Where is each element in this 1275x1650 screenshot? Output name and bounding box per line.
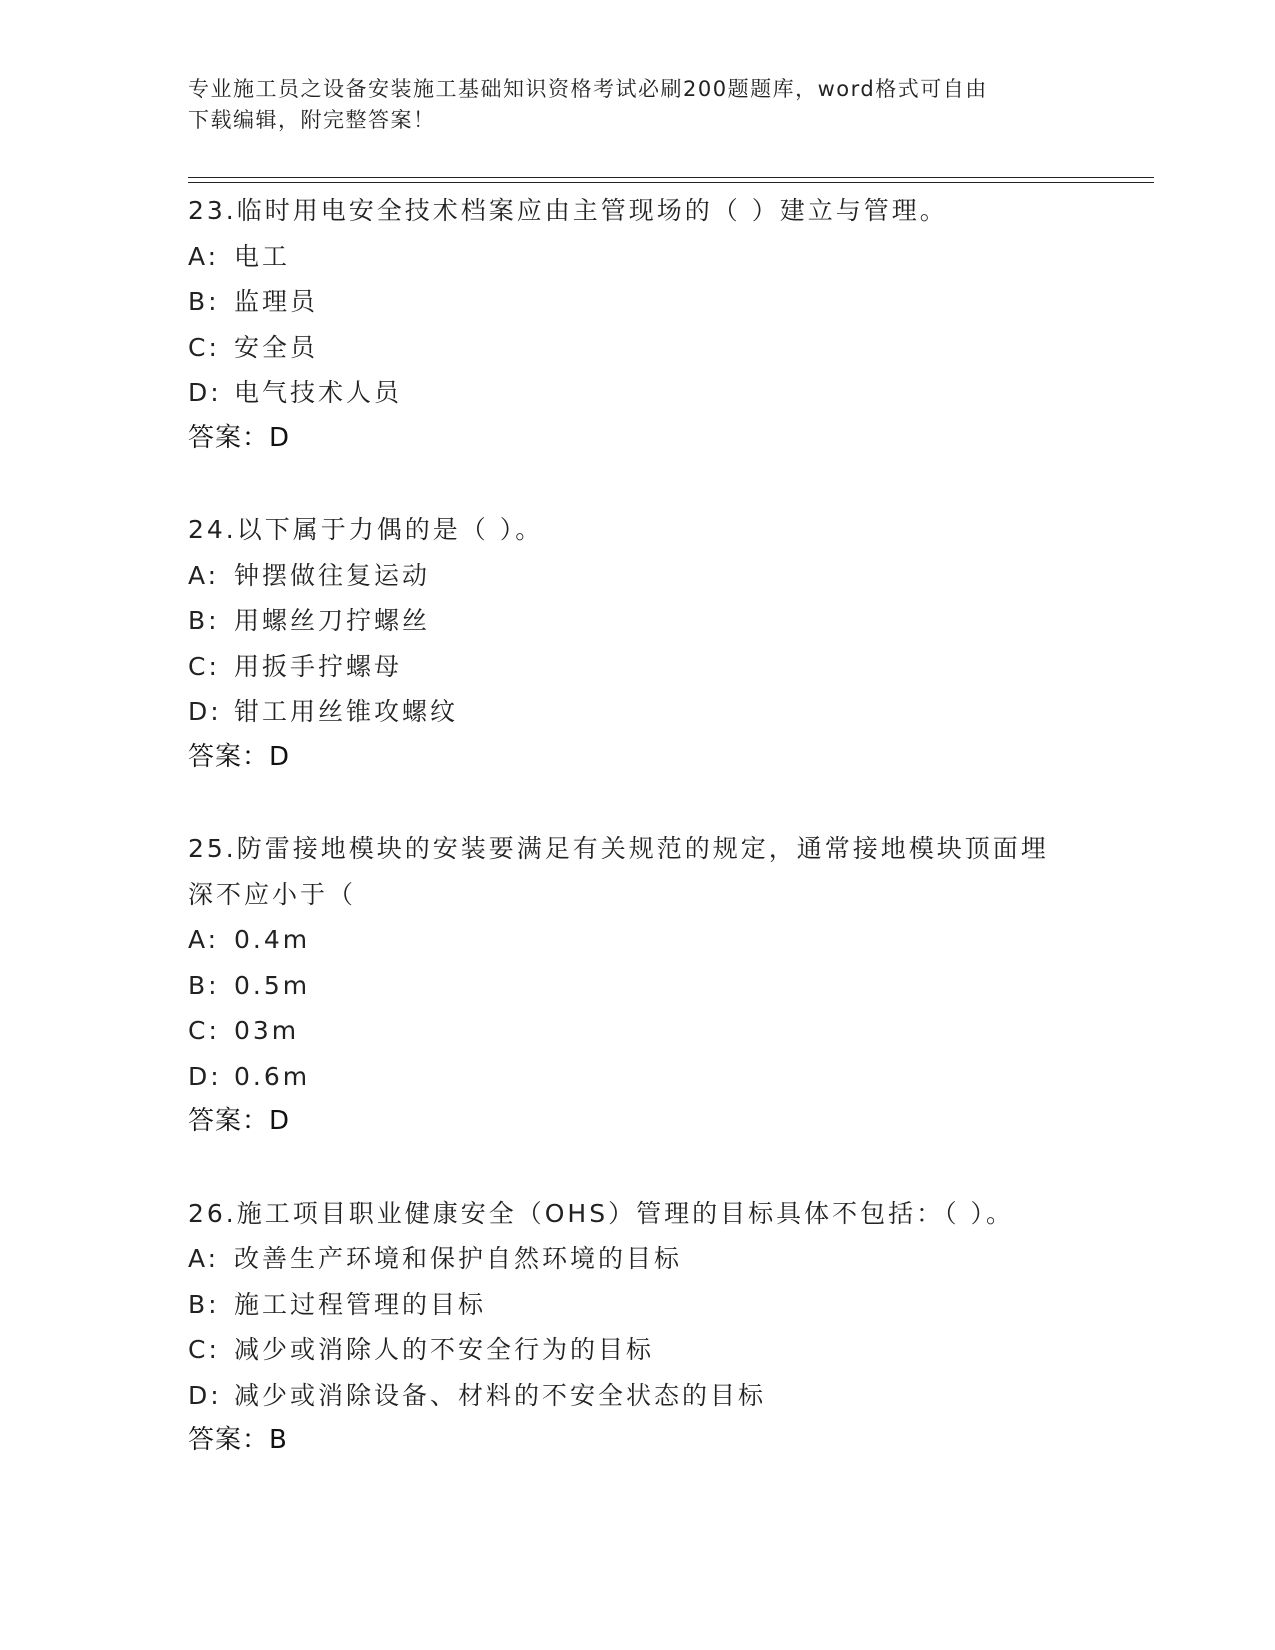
answer-option	[188, 1008, 1108, 1054]
option-text: 电气技术人员	[234, 378, 403, 407]
option-label: A:	[188, 560, 220, 590]
header-line-2: 下载编辑，附完整答案！	[188, 108, 436, 132]
question-block	[188, 1191, 1108, 1464]
option-label: C:	[188, 1016, 220, 1045]
answer-option	[188, 1282, 1108, 1328]
answer-option	[188, 234, 1108, 280]
question-block	[188, 507, 1108, 780]
answer-option	[188, 1327, 1108, 1373]
option-text: 施工过程管理的目标	[234, 1289, 487, 1319]
option-text: 0.4m	[234, 925, 311, 954]
answer-option	[188, 279, 1108, 325]
option-text: 钳工用丝锥攻螺纹	[234, 697, 459, 726]
answer-option	[188, 598, 1108, 644]
option-text: 0.5m	[234, 970, 311, 1000]
question-stem-continued: 深不应小于（	[188, 879, 357, 909]
option-label: C:	[188, 332, 220, 362]
option-text: 钟摆做往复运动	[234, 560, 431, 590]
answer-option	[188, 963, 1108, 1009]
option-label: D:	[188, 378, 222, 407]
question-stem: 23.临时用电安全技术档案应由主管现场的（ ）建立与管理。	[188, 196, 948, 225]
question-stem: 26.施工项目职业健康安全（OHS）管理的目标具体不包括：（ ）。	[188, 1198, 1015, 1228]
option-text: 0.6m	[234, 1061, 311, 1091]
answer-option	[188, 1054, 1108, 1100]
option-text: 用螺丝刀拧螺丝	[234, 606, 431, 635]
option-label: B:	[188, 970, 220, 1000]
option-text: 用扳手拧螺母	[234, 651, 403, 681]
option-label: C:	[188, 1335, 220, 1364]
option-label: D:	[188, 697, 222, 726]
header-line-1: 专业施工员之设备安装施工基础知识资格考试必刷200题题库，word格式可自由	[188, 77, 988, 101]
answer-option	[188, 325, 1108, 371]
option-text: 安全员	[234, 332, 319, 362]
option-text: 03m	[234, 1016, 300, 1045]
question-block	[188, 188, 1108, 461]
option-label: A:	[188, 925, 220, 954]
answer-option	[188, 917, 1108, 963]
option-label: A:	[188, 1244, 220, 1273]
question-list	[188, 188, 1108, 1510]
option-label: B:	[188, 1289, 220, 1319]
question-stem: 24.以下属于力偶的是（ ）。	[188, 515, 544, 544]
answer-option	[188, 553, 1108, 599]
option-text: 电工	[234, 241, 291, 271]
option-label: C:	[188, 651, 220, 681]
option-label: D:	[188, 1380, 222, 1410]
option-text: 改善生产环境和保护自然环境的目标	[234, 1244, 683, 1273]
answer-key: 答案：D	[188, 422, 291, 453]
option-label: B:	[188, 287, 220, 316]
answer-key: 答案：D	[188, 741, 291, 772]
header-divider-bottom	[188, 182, 1154, 183]
answer-option	[188, 1236, 1108, 1282]
option-label: B:	[188, 606, 220, 635]
option-label: A:	[188, 241, 220, 271]
option-text: 监理员	[234, 287, 319, 316]
answer-key: 答案：B	[188, 1425, 288, 1455]
answer-option	[188, 1373, 1108, 1419]
answer-key: 答案：D	[188, 1106, 291, 1136]
option-text: 减少或消除设备、材料的不安全状态的目标	[234, 1380, 767, 1410]
answer-option	[188, 689, 1108, 735]
question-block	[188, 826, 1108, 1145]
header-divider-top	[188, 177, 1154, 178]
answer-option	[188, 644, 1108, 690]
option-text: 减少或消除人的不安全行为的目标	[234, 1335, 655, 1364]
option-label: D:	[188, 1061, 222, 1091]
question-stem: 25.防雷接地模块的安装要满足有关规范的规定，通常接地模块顶面埋	[188, 834, 1049, 863]
answer-option	[188, 370, 1108, 416]
document-header	[188, 74, 1088, 136]
